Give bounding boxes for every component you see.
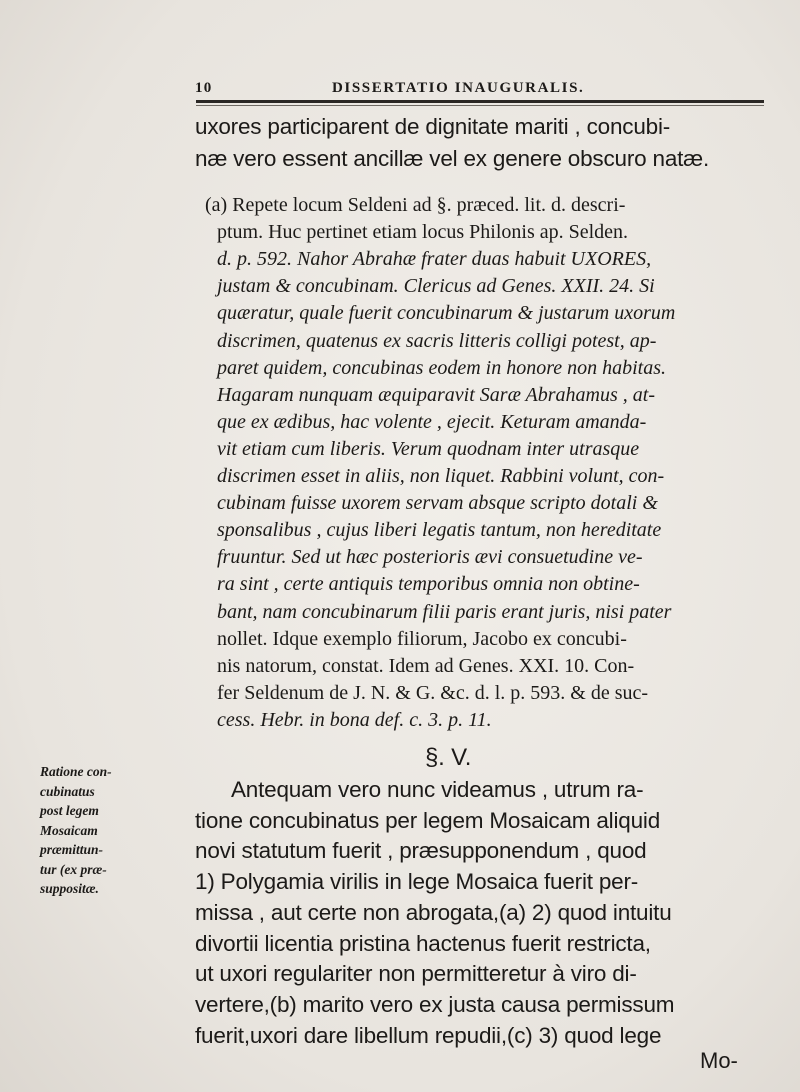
footnote-line: Hagaram nunquam æquiparavit Saræ Abrahamus , at-	[217, 383, 655, 406]
footnote-line: (a) Repete locum Seldeni ad §. præced. lit. d. descri-	[205, 194, 626, 216]
catchword: Mo-	[700, 1048, 738, 1073]
footnote-line: d. p. 592. Nahor Abrahæ frater duas habuit UXORES,	[217, 248, 652, 271]
footnote-line: cess. Hebr. in bona def. c. 3. p. 11.	[217, 708, 492, 731]
running-title: DISSERTATIO INAUGURALIS.	[332, 80, 585, 96]
body-line: divortii licentia pristina hactenus fuerit restricta,	[195, 930, 651, 956]
footnote-line: nollet. Idque exemplo filiorum, Jacobo ex concubi-	[217, 627, 627, 650]
header-rule-thin	[196, 105, 764, 106]
footnote-line: discrimen, quatenus ex sacris litteris colligi potest, ap-	[217, 329, 657, 352]
marginal-note-line: tur (ex præ-	[40, 861, 107, 877]
footnote-line: nis natorum, constat. Idem ad Genes. XXI. 10. Con-	[217, 654, 635, 677]
body-line: 1) Polygamia virilis in lege Mosaica fuerit per-	[195, 869, 639, 895]
marginal-note-line: Mosaicam	[40, 822, 98, 838]
footnote-line: que ex ædibus, hac volente , ejecit. Keturam amanda-	[217, 410, 647, 433]
page-number: 10	[195, 80, 213, 96]
footnote-line: discrimen esset in aliis, non liquet. Rabbini volunt, con-	[217, 465, 665, 487]
footnote-line: fer Seldenum de J. N. & G. &c. d. l. p. 593. & de suc-	[217, 681, 649, 704]
footnote-line: paret quidem, concubinas eodem in honore non habitas.	[217, 356, 667, 379]
footnote-line: ptum. Huc pertinet etiam locus Philonis ap. Selden.	[217, 221, 629, 244]
body-line: ut uxori regulariter non permitteretur à viro di-	[195, 961, 637, 987]
marginal-note-line: post legem	[40, 803, 99, 818]
body-line: uxores participarent de dignitate mariti , concubi-	[195, 114, 671, 139]
running-header	[192, 74, 764, 102]
body-line: missa , aut certe non abrogata,(a) 2) quod intuitu	[195, 899, 672, 925]
header-rule	[196, 100, 764, 103]
body-line: næ vero essent ancillæ vel ex genere obscuro natæ.	[195, 146, 710, 171]
body-line: tione concubinatus per legem Mosaicam aliquid	[195, 807, 661, 833]
body-line: novi statutum fuerit , præsupponendum , quod	[195, 838, 647, 864]
marginal-note-line: suppositæ.	[40, 881, 99, 896]
footnote-line: quæratur, quale fuerit concubinarum & justarum uxorum	[217, 302, 676, 325]
marginal-note-line: Ratione con-	[40, 764, 112, 779]
marginal-note	[40, 762, 150, 899]
footnote-line: justam & concubinam. Clericus ad Genes. XXII. 24. Si	[217, 275, 655, 298]
marginal-note-line: cubinatus	[40, 783, 95, 799]
section-heading: §. V.	[425, 744, 472, 771]
body-line: fuerit,uxori dare libellum repudii,(c) 3) quod lege	[195, 1022, 662, 1048]
footnote-line: fruuntur. Sed ut hæc posterioris ævi consuetudine ve-	[217, 546, 643, 569]
marginal-note-line: præmittun-	[40, 842, 104, 857]
body-line: Antequam vero nunc videamus , utrum ra-	[231, 777, 644, 802]
footnote-line: vit etiam cum liberis. Verum quodnam inter utrasque	[217, 437, 640, 460]
footnote-line: sponsalibus , cujus liberi legatis tantum, non hereditate	[217, 519, 662, 542]
body-line: vertere,(b) marito vero ex justa causa permissum	[195, 991, 675, 1017]
footnote-line: bant, nam concubinarum filii paris erant juris, nisi pater	[217, 600, 672, 623]
footnote-line: ra sint , certe antiquis temporibus omnia non obtine-	[217, 573, 640, 596]
footnote-line: cubinam fuisse uxorem servam absque scripto dotali &	[217, 492, 658, 515]
